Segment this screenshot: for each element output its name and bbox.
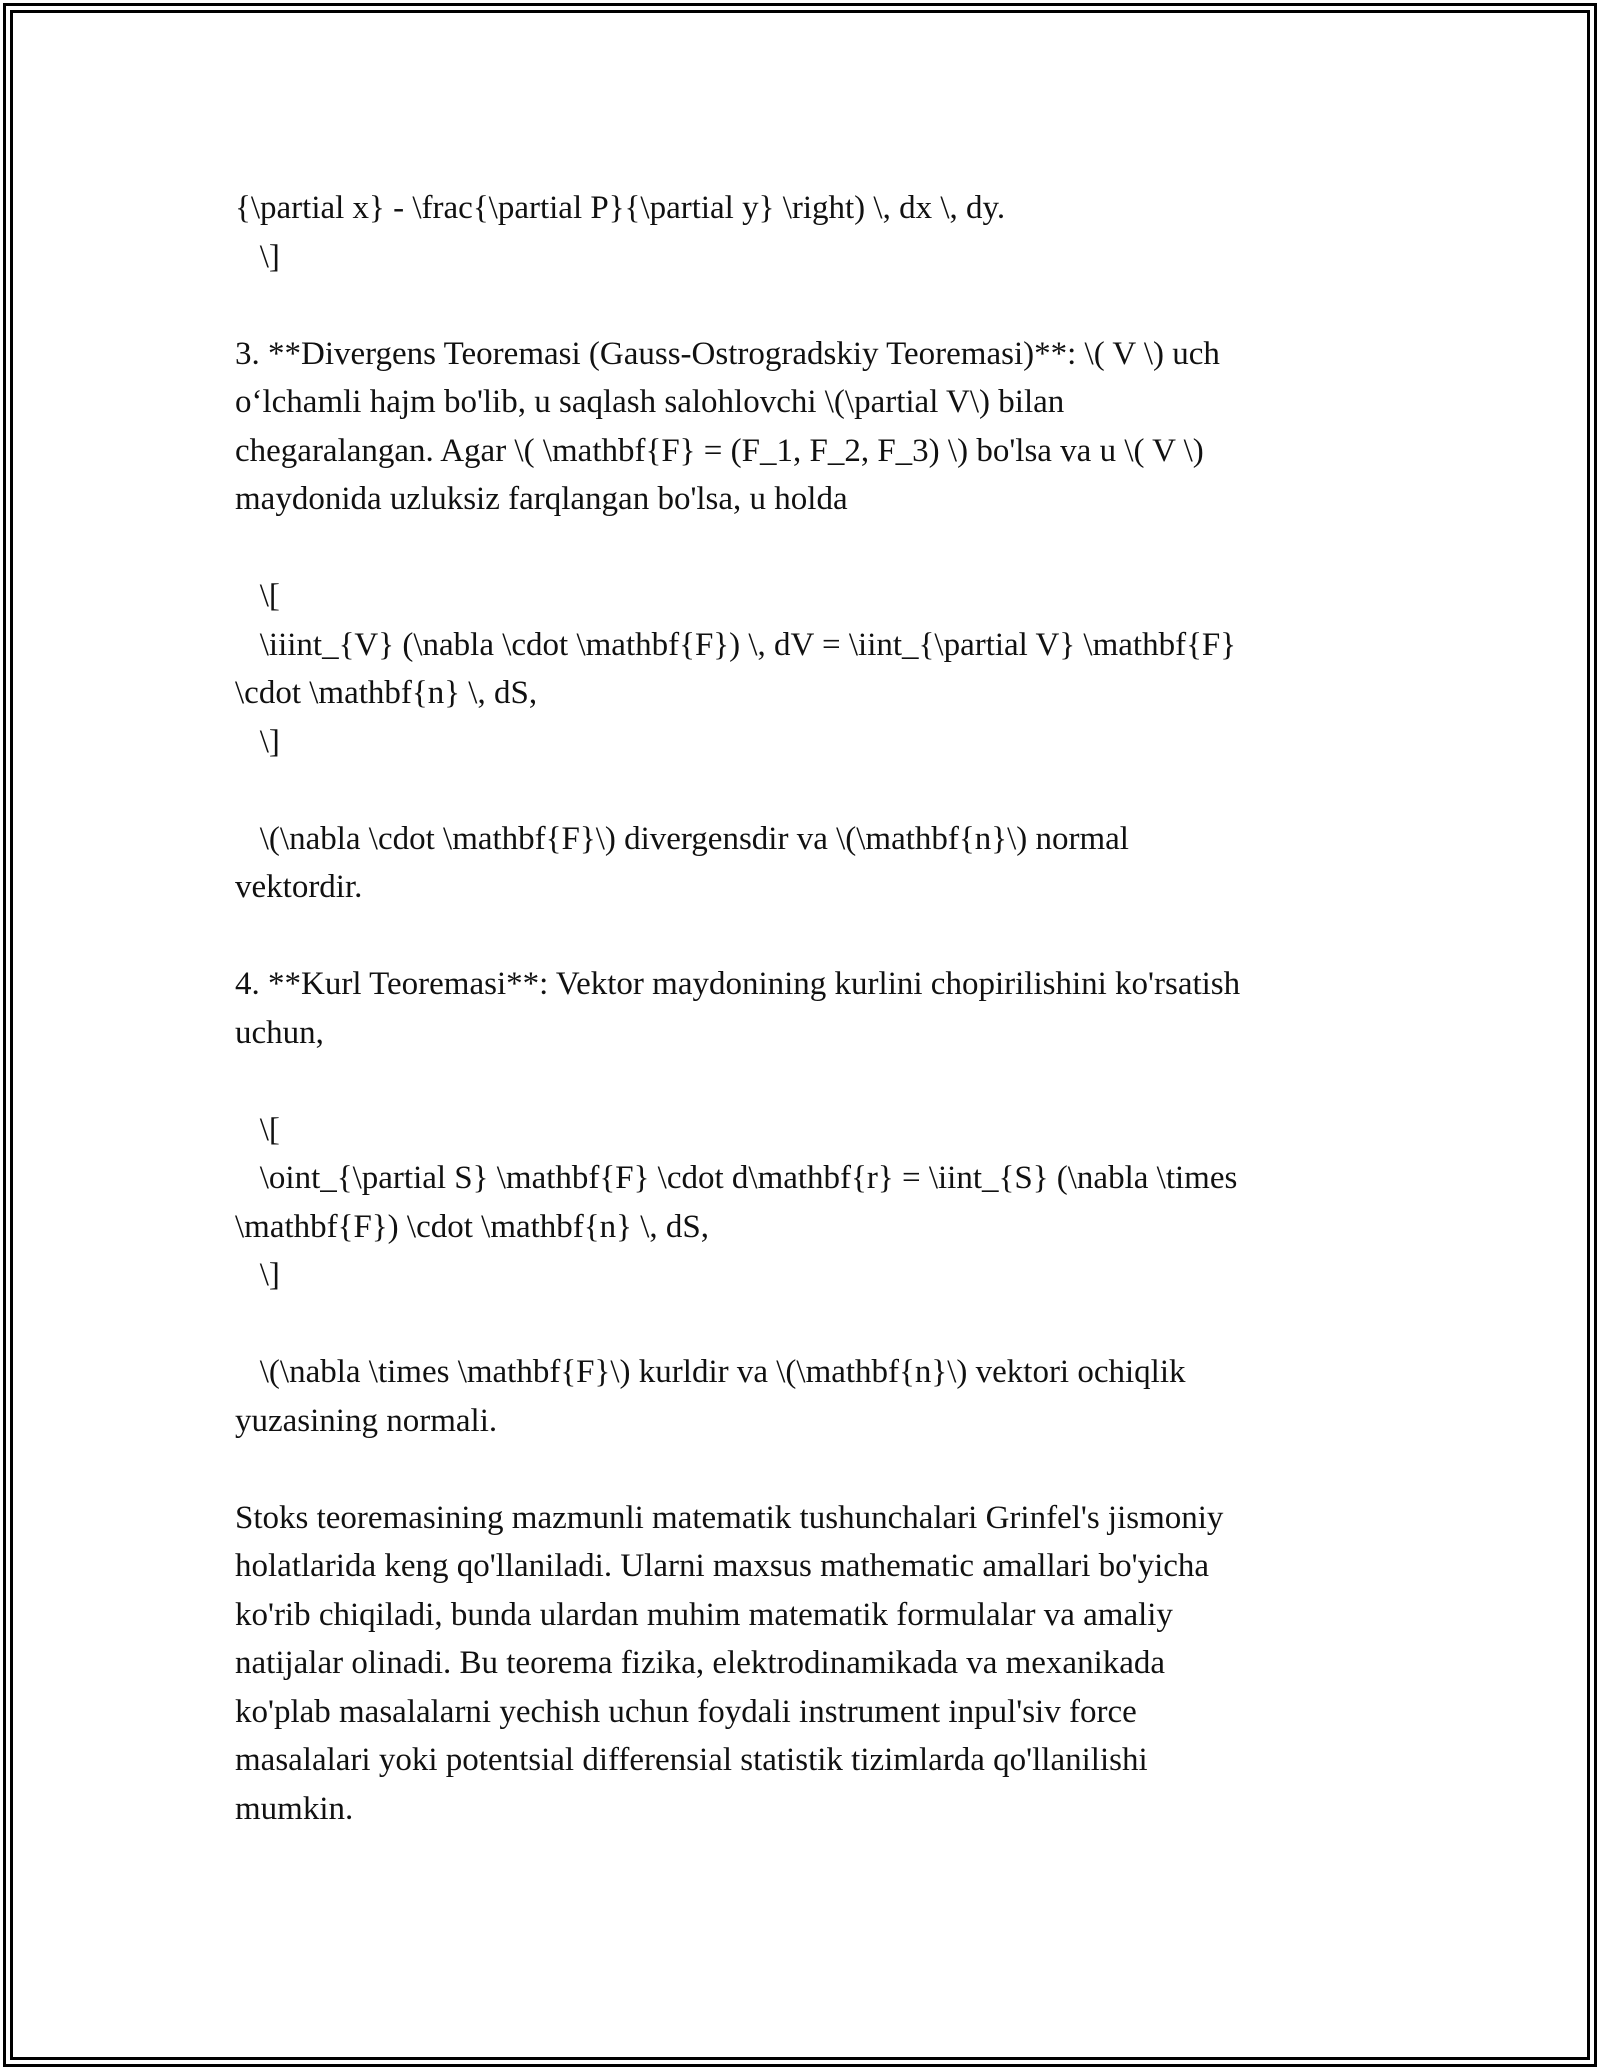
paragraph-line: natijalar olinadi. Bu teorema fizika, elektrodinamikada va mexanikada (235, 1645, 1166, 1681)
formula-line: \mathbf{F}) \cdot \mathbf{n} \, dS, (235, 1208, 709, 1245)
paragraph-line: Stoks teoremasining mazmunli matematik tushunchalari Grinfel's jismoniy (235, 1499, 1224, 1536)
text-line: \(\nabla \cdot \mathbf{F}\) divergensdir va \(\mathbf{n}\) normal (235, 820, 1129, 857)
document-body (235, 184, 1375, 1833)
blank-line (235, 524, 1375, 573)
text-line: vektordir. (235, 869, 363, 905)
paragraph-line: ko'plab masalalarni yechish uchun foydali instrument inpul'siv force (235, 1693, 1137, 1730)
text-line: uchun, (235, 1014, 324, 1051)
formula-line: \[ (235, 578, 280, 614)
formula-line: \iiint_{V} (\nabla \cdot \mathbf{F}) \, dV = \iint_{\partial V} \mathbf{F} (235, 626, 1237, 663)
formula-line: \cdot \mathbf{n} \, dS, (235, 675, 538, 711)
paragraph-line: masalalari yoki potentsial differensial statistik tizimlarda qo'llanilishi (235, 1742, 1148, 1778)
text-line: \] (235, 238, 280, 275)
formula-line: \[ (235, 1111, 280, 1148)
section-3-heading-line: 3. **Divergens Teoremasi (Gauss-Ostrogradskiy Teoremasi)**: \( V \) uch (235, 335, 1220, 372)
blank-line (235, 281, 1375, 330)
text-line: o‘lchamli hajm bo'lib, u saqlash salohlovchi \(\partial V\) bilan (235, 384, 1065, 420)
text-line: maydonida uzluksiz farqlangan bo'lsa, u holda (235, 481, 848, 517)
text-line: yuzasining normali. (235, 1402, 498, 1439)
text-line: {\partial x} - \frac{\partial P}{\partial y} \right) \, dx \, dy. (235, 190, 1006, 226)
text-line: chegaralangan. Agar \( \mathbf{F} = (F_1, F_2, F_3) \) bo'lsa va u \( V \) (235, 432, 1204, 469)
formula-line: \] (235, 1257, 280, 1293)
blank-line (235, 912, 1375, 961)
blank-line (235, 1300, 1375, 1349)
blank-line (235, 766, 1375, 815)
blank-line (235, 1057, 1375, 1106)
section-4-heading-line: 4. **Kurl Teoremasi**: Vektor maydonining kurlini chopirilishini ko'rsatish (235, 966, 1241, 1002)
paragraph-line: mumkin. (235, 1790, 354, 1827)
paragraph-line: ko'rib chiqiladi, bunda ulardan muhim matematik formulalar va amaliy (235, 1596, 1173, 1633)
paragraph-line: holatlarida keng qo'llaniladi. Ularni maxsus mathematic amallari bo'yicha (235, 1548, 1210, 1584)
formula-line: \oint_{\partial S} \mathbf{F} \cdot d\mathbf{r} = \iint_{S} (\nabla \times (235, 1160, 1238, 1196)
blank-line (235, 1445, 1375, 1494)
formula-line: \] (235, 723, 280, 760)
text-line: \(\nabla \times \mathbf{F}\) kurldir va \(\mathbf{n}\) vektori ochiqlik (235, 1354, 1186, 1390)
